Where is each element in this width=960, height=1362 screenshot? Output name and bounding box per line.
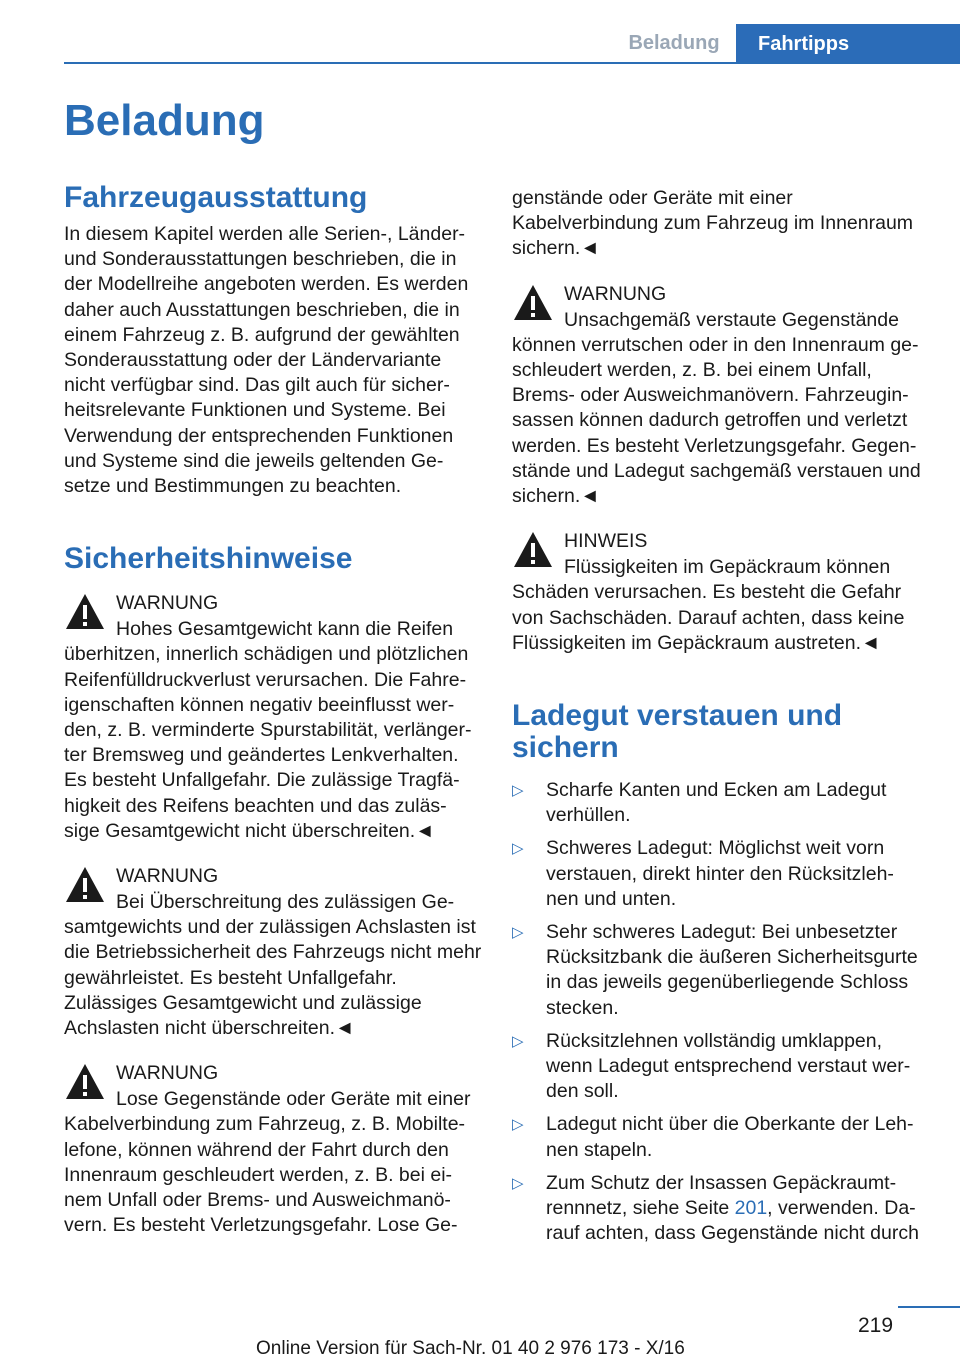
loading-list: [512, 778, 930, 1246]
list-item: ▷ Rücksitzlehnen vollständig umklappen, wenn Ladegut entsprechend verstaut wer- den soll.: [512, 1029, 911, 1103]
page-number: 219: [858, 1314, 894, 1337]
notice-block: [512, 527, 930, 656]
online-version-note: Online Version für Sach-Nr. 01 40 2 976 173 - X/16: [256, 1338, 685, 1359]
continued-text: genstände oder Geräte mit einer Kabelverbindung zum Fahrzeug im Innenraum sichern.◄: [512, 187, 914, 260]
warning-label: WARNUNG: [116, 592, 219, 615]
right-column: [512, 186, 930, 1255]
list-item: ▷ Zum Schutz der Insassen Gepäckraumt- rennnetz, siehe Seite 201, verwenden. Da- rauf achten, dass Gegenstände nicht durch: [512, 1171, 919, 1245]
header-tab-chapter[interactable]: Fahrtipps: [736, 24, 960, 64]
triangle-bullet-icon: ▷: [512, 1032, 524, 1050]
heading-equipment: Fahrzeugausstattung: [64, 181, 368, 214]
header-tab-section[interactable]: Beladung: [628, 32, 720, 54]
warning-text: Bei Überschreitung des zulässigen Ge- samtgewichts und der zulässigen Achslasten ist die Betriebssicherheit des Fahrzeugs nicht mehr gewährleistet. Es besteht Unfallgefahr. Zulässiges Gesamtgewicht und zulässige Achslasten nicht überschreiten.◄: [64, 891, 482, 1040]
header-rule: [64, 62, 960, 64]
list-item: ▷ Ladegut nicht über die Oberkante der Leh- nen stapeln.: [512, 1113, 914, 1161]
triangle-bullet-icon: ▷: [512, 1174, 524, 1192]
warning-text: Lose Gegenstände oder Geräte mit einer Kabelverbindung zum Fahrzeug, z. B. Mobilte- lefone, können während der Fahrt durch den Innenraum geschleudert werden, z. B. bei ei- nem Unfall oder Brems- und Ausweichmanö- vern. Es besteht Verletzungsgefahr. Lose Ge-: [64, 1088, 471, 1237]
triangle-bullet-icon: ▷: [512, 840, 524, 858]
warning-triangle-icon: [64, 591, 106, 633]
list-item: ▷ Schweres Ladegut: Möglichst weit vorn verstauen, direkt hinter den Rücksitzleh- nen und unten.: [512, 837, 894, 910]
warning-text: Unsachgemäß verstaute Gegenstände können verrutschen oder in den Innenraum ge- schleudert werden, z. B. bei einem Unfall, Brems- oder Ausweichmanövern. Fahrzeugin- sassen können dadurch getroffen und verletzt werden. Es besteht Verletzungsgefahr. Gegen- stände und Ladegut sachgemäß verstauen und sichern.◄: [512, 308, 921, 508]
warning-label: WARNUNG: [564, 282, 667, 305]
equipment-text: In diesem Kapitel werden alle Serien-, Länder- und Sonderausstattungen beschrieben, die in der Modellreihe angeboten werden. Es werden daher auch Ausstattungen beschrieben, die in einem Fahrzeug z. B. aufgrund der gewählten Sonderausstattung oder der Ländervariante nicht verfügbar sind. Das gilt auch für sicher- heitsrelevante Funktionen und Systeme. Bei Verwendung der entsprechenden Funktionen und Systeme sind die jeweils geltenden Ge- setze und Bestimmungen zu beachten.: [64, 223, 469, 498]
notice-text: Flüssigkeiten im Gepäckraum können Schäden verursachen. Es besteht die Gefahr von Sachschäden. Darauf achten, dass keine Flüssigkeiten im Gepäckraum austreten.◄: [512, 556, 905, 654]
triangle-bullet-icon: ▷: [512, 782, 524, 800]
warning-triangle-icon: [64, 864, 106, 906]
triangle-bullet-icon: ▷: [512, 924, 524, 942]
left-column: [64, 182, 482, 1239]
list-item: ▷ Sehr schweres Ladegut: Bei unbesetzter Rücksitzbank die äußeren Sicherheitsgurte in das jeweils gegenüberliegende Schloss stecken.: [512, 921, 918, 1019]
triangle-bullet-icon: ▷: [512, 1116, 524, 1134]
warning-text: Hohes Gesamtgewicht kann die Reifen überhitzen, innerlich schädigen und plötzlichen Reifenfülldruckverlust verursachen. Die Fahre- igenschaften können negativ beeinflusst wer- den, z. B. verminderte Spurstabilität, verlänger- ter Bremsweg und geändertes Lenkverhalten. Es besteht Unfallgefahr. Die zulässige Tragfä- higkeit des Reifens beachten und das zuläs- sige Gesamtgewicht nicht überschreiten.◄: [64, 618, 472, 842]
warning-triangle-icon: [512, 282, 554, 324]
warning-block-4: [512, 280, 930, 510]
page-title: Beladung: [64, 96, 265, 145]
list-item: ▷ Scharfe Kanten und Ecken am Ladegut verhüllen.: [512, 779, 887, 827]
heading-safety: Sicherheitshinweise: [64, 542, 353, 576]
warning-triangle-icon: [64, 1061, 106, 1103]
warning-label: WARNUNG: [116, 1062, 219, 1085]
warning-label: WARNUNG: [116, 865, 219, 888]
page-reference-link[interactable]: 201: [734, 1197, 768, 1220]
footer-rule: [898, 1306, 960, 1308]
heading-loading: Ladegut verstauen und sichern: [512, 699, 843, 765]
warning-block-3: [64, 1059, 482, 1238]
warning-block-2: [64, 862, 482, 1041]
notice-triangle-icon: [512, 529, 554, 571]
notice-label: HINWEIS: [564, 530, 648, 553]
warning-block-1: [64, 589, 482, 844]
